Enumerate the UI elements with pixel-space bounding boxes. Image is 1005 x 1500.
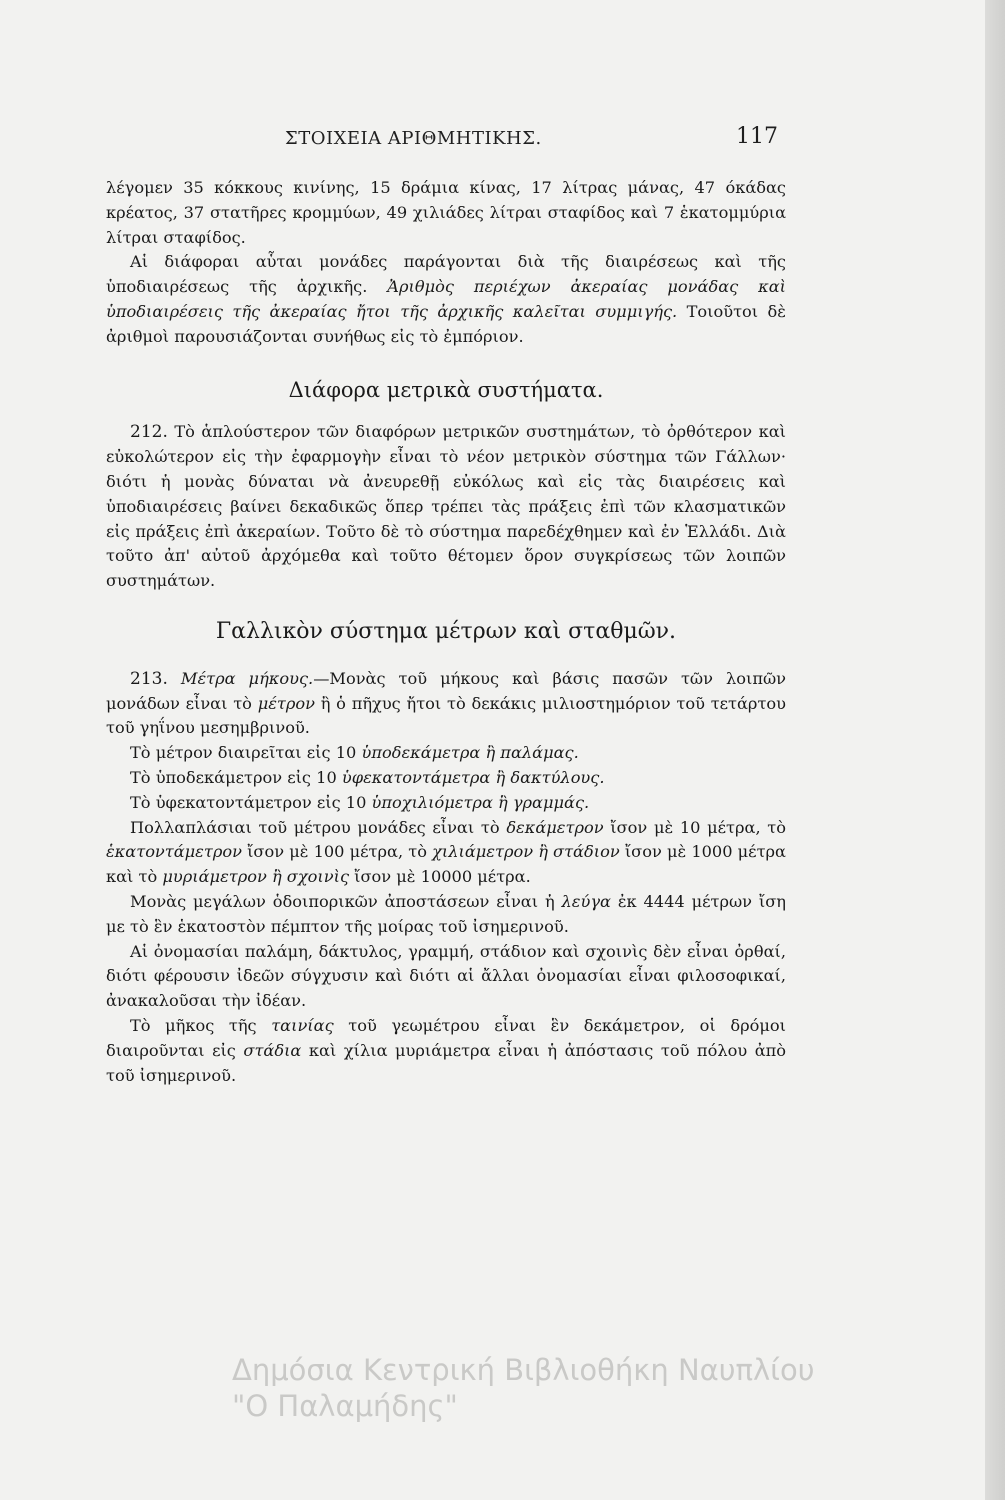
watermark-line-2: "Ο Παλαμήδης"	[232, 1389, 458, 1423]
paragraph-tape: Τὸ μῆκος τῆς ταινίας τοῦ γεωμέτρου εἶναι ἓν δεκάμετρον, οἱ δρόμοι διαιροῦνται εἰς στάδια καὶ χίλια μυριάμετρα εἶναι ἡ ἀπόστασις τοῦ πόλου ἀπὸ τοῦ ἰσημερινοῦ.	[106, 1015, 787, 1085]
paragraph-league: Μονὰς μεγάλων ὁδοιπορικῶν ἀποστάσεων εἶναι ἡ λεύγα ἐκ 4444 μέτρων ἴση με τὸ ἓν ἑκατοστὸν πέμπτον τῆς μοίρας τοῦ ἰσημερινοῦ.	[106, 891, 786, 936]
paragraph-213: 213. Μέτρα μήκους.—Μονὰς τοῦ μήκους καὶ βάσις πασῶν τῶν λοιπῶν μονάδων εἶναι τὸ μέτρον ἢ ὁ πῆχυς ἤτοι τὸ δεκάκις μιλιοστημόριον τοῦ τετάρτου τοῦ γηΐνου μεσημβρινοῦ.	[106, 668, 786, 738]
running-title: ΣΤΟΙΧΕΙΑ ΑΡΙΘΜΗΤΙΚΗΣ.	[285, 128, 542, 149]
section-heading-metric-systems: Διάφορα μετρικὰ συστήματα.	[288, 377, 604, 402]
paragraph-multiples: Πολλαπλάσιαι τοῦ μέτρου μονάδες εἶναι τὸ δεκάμετρον ἴσον μὲ 10 μέτρα, τὸ ἑκατοντάμετρον ἴσον μὲ 100 μέτρα, τὸ χιλιάμετρον ἢ στάδιον ἴσον μὲ 1000 μέτρα καὶ τὸ μυριάμετρον ἢ σχοινὶς ἴσον μὲ 10000 μέτρα.	[106, 817, 786, 887]
paragraph-number: 213.	[130, 668, 168, 689]
paragraph-2: Αἱ διάφοραι αὗται μονάδες παράγονται διὰ τῆς διαιρέσεως καὶ τῆς ὑποδιαιρέσεως τῆς ἀρχικῆς. Ἀριθμὸς περιέχων ἀκεραίας μονάδας καὶ ὑποδιαιρέσεις τῆς ἀκεραίας ἤτοι τῆς ἀρχικῆς καλεῖται συμμιγής. Τοιοῦτοι δὲ ἀριθμοὶ παρουσιάζονται συνήθως εἰς τὸ ἐμπόριον.	[106, 252, 786, 346]
page-header	[0, 124, 985, 158]
section-heading-french-system: Γαλλικὸν σύστημα μέτρων καὶ σταθμῶν.	[215, 618, 677, 644]
page-edge	[985, 0, 1005, 1500]
library-watermark	[232, 1352, 992, 1424]
page-number: 117	[736, 124, 778, 149]
paragraph-meter-division: Τὸ μέτρον διαιρεῖται εἰς 10 ὑποδεκάμετρα ἢ παλάμας.	[130, 743, 579, 763]
paragraph-212: 212. Τὸ ἁπλούστερον τῶν διαφόρων μετρικῶν συστημάτων, τὸ ὀρθότερον καὶ εὐκολώτερον εἰς τὴν ἐφαρμογὴν εἶναι τὸ νέον μετρικὸν σύστημα τῶν Γάλλων· διότι ἡ μονὰς δύναται νὰ ἀνευρεθῇ εὐκόλως καὶ εἰς τὰς διαιρέσεις καὶ ὑποδιαιρέσεις βαίνει δεκαδικῶς ὅπερ τρέπει τὰς πράξεις ἐπὶ τῶν κλασματικῶν εἰς πράξεις ἐπὶ ἀκεραίων. Τοῦτο δὲ τὸ σύστημα παρεδέχθημεν καὶ ἐν Ἑλλάδι. Διὰ τοῦτο ἀπ' αὐτοῦ ἀρχόμεθα καὶ τοῦτο θέτομεν ὅρον συγκρίσεως τῶν λοιπῶν συστημάτων.	[106, 422, 786, 591]
watermark-line-1: Δημόσια Κεντρική Βιβλιοθήκη Ναυπλίου	[232, 1353, 815, 1387]
page-body	[106, 176, 786, 1088]
paragraph-names: Αἱ ὀνομασίαι παλάμη, δάκτυλος, γραμμή, στάδιον καὶ σχοινὶς δὲν εἶναι ὀρθαί, διότι φέρουσιν ἰδεῶν σύγχυσιν καὶ διότι αἱ ἄλλαι ὀνομασίαι εἶναι φιλοσοφικαί, ἀνακαλοῦσαι τὴν ἰδέαν.	[106, 941, 786, 1011]
paragraph-number: 212.	[130, 422, 168, 443]
paragraph-1: λέγομεν 35 κόκκους κινίνης, 15 δράμια κίνας, 17 λίτρας μάνας, 47 όκάδας κρέατος, 37 στατῆρες κρομμύων, 49 χιλιάδες λίτραι σταφίδος καὶ 7 ἑκατομμύρια λίτραι σταφίδος.	[106, 178, 786, 247]
paragraph-decimeter-division: Τὸ ὑποδεκάμετρον εἰς 10 ὑφεκατοντάμετρα ἢ δακτύλους.	[130, 767, 605, 787]
paragraph-centimeter-division: Τὸ ὑφεκατοντάμετρον εἰς 10 ὑποχιλιόμετρα ἢ γραμμάς.	[130, 792, 590, 812]
